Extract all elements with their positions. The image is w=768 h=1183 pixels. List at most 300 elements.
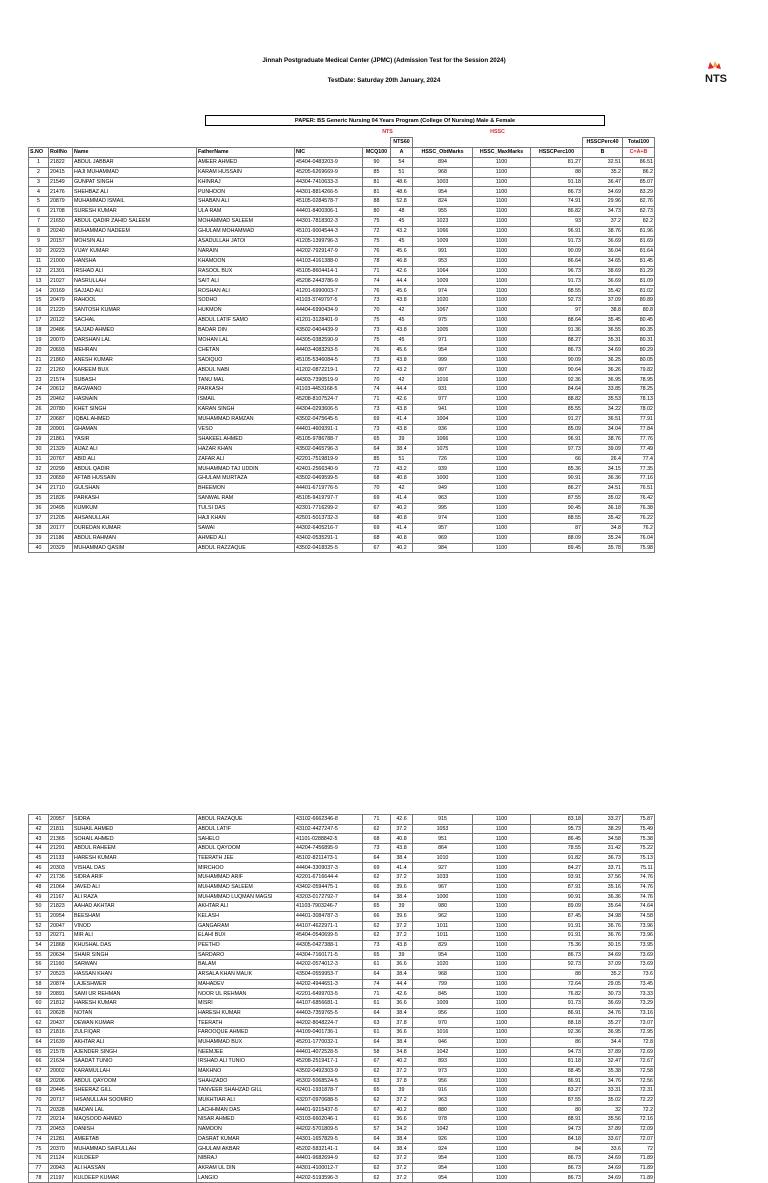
- table-row: [29, 999, 655, 1009]
- cell-rollno: 21027: [49, 276, 73, 286]
- cell-fathername: SHAHZADO: [197, 1076, 295, 1086]
- cell-fathername: ABDUL LATIF: [197, 824, 295, 834]
- cell-sno: 51: [29, 911, 49, 921]
- page-header: [0, 0, 768, 88]
- cell-perc100: 90.64: [531, 365, 583, 375]
- group-header-row: [29, 128, 655, 138]
- cell-total: 81.09: [623, 276, 655, 286]
- table-row: [29, 484, 655, 494]
- cell-nts60: 39: [391, 950, 413, 960]
- table-row: [29, 474, 655, 484]
- cell-perc40: 38.76: [583, 434, 623, 444]
- cell-sno: 3: [29, 177, 49, 187]
- cell-name: DANISH: [73, 1125, 197, 1135]
- cell-name: YASIR: [73, 434, 197, 444]
- cell-mcq: 71: [363, 989, 391, 999]
- cell-fathername: DASRAT KUMAR: [197, 1134, 295, 1144]
- cell-perc40: 34.58: [583, 834, 623, 844]
- cell-perc100: 90.09: [531, 246, 583, 256]
- cell-mcq: 64: [363, 853, 391, 863]
- cell-mcq: 62: [363, 1154, 391, 1164]
- cell-sno: 56: [29, 960, 49, 970]
- cell-name: MOHSIN ALI: [73, 236, 197, 246]
- cell-perc100: 91.91: [531, 931, 583, 941]
- cell-sno: 61: [29, 1008, 49, 1018]
- cell-nts60: 45.6: [391, 246, 413, 256]
- cell-rollno: 21549: [49, 177, 73, 187]
- cell-nts60: 40.8: [391, 474, 413, 484]
- cell-sno: 66: [29, 1057, 49, 1067]
- cell-max: 1100: [473, 873, 531, 883]
- cell-fathername: KHAMOON: [197, 256, 295, 266]
- cell-fathername: NOOR UL REHMAN: [197, 989, 295, 999]
- cell-name: SUBASH: [73, 375, 197, 385]
- cell-perc40: 37.56: [583, 873, 623, 883]
- cell-sno: 36: [29, 503, 49, 513]
- cell-fathername: MOHAMMAD SALEEM: [197, 217, 295, 227]
- cell-nic: 45202-5832141-1: [295, 1144, 363, 1154]
- cell-rollno: 20767: [49, 454, 73, 464]
- cell-total: 71.89: [623, 1173, 655, 1183]
- cell-perc40: 38.8: [583, 306, 623, 316]
- cell-max: 1100: [473, 1047, 531, 1057]
- cell-nts60: 51: [391, 167, 413, 177]
- cell-perc100: 84.18: [531, 1134, 583, 1144]
- cell-perc40: 38.76: [583, 227, 623, 237]
- cell-perc100: 86.73: [531, 950, 583, 960]
- cell-mcq: 64: [363, 892, 391, 902]
- cell-mcq: 66: [363, 911, 391, 921]
- cell-nic: 45105-9786788-7: [295, 434, 363, 444]
- table-row: [29, 355, 655, 365]
- table-row: [29, 325, 655, 335]
- cell-name: NASRULLAH: [73, 276, 197, 286]
- cell-sno: 18: [29, 325, 49, 335]
- cell-nts60: 34.2: [391, 1125, 413, 1135]
- cell-nts60: 45.6: [391, 286, 413, 296]
- cell-max: 1100: [473, 276, 531, 286]
- cell-nts60: 42.6: [391, 395, 413, 405]
- cell-obt: 984: [413, 543, 473, 553]
- cell-nts60: 36.6: [391, 999, 413, 1009]
- cell-nic: 41202-0872219-1: [295, 365, 363, 375]
- cell-rollno: 20523: [49, 970, 73, 980]
- cell-perc40: 31.42: [583, 844, 623, 854]
- cell-nic: 43502-0492303-9: [295, 1066, 363, 1076]
- col-perc40: HSSCPerc40: [583, 138, 623, 148]
- cell-nic: 45105-8604414-1: [295, 266, 363, 276]
- cell-nts60: 39.6: [391, 911, 413, 921]
- cell-perc40: 37.89: [583, 1125, 623, 1135]
- cell-nts60: 37.8: [391, 1018, 413, 1028]
- cell-total: 83.29: [623, 187, 655, 197]
- cell-rollno: 20169: [49, 286, 73, 296]
- cell-sno: 50: [29, 902, 49, 912]
- cell-fathername: ABDUL QAYOOM: [197, 844, 295, 854]
- cell-total: 78.95: [623, 375, 655, 385]
- cell-max: 1100: [473, 979, 531, 989]
- cell-max: 1100: [473, 1066, 531, 1076]
- cell-nts60: 54: [391, 157, 413, 167]
- cell-max: 1100: [473, 1018, 531, 1028]
- cell-fathername: ABDUL RAZAQUE: [197, 815, 295, 825]
- cell-obt: 956: [413, 1008, 473, 1018]
- cell-obt: 1066: [413, 434, 473, 444]
- cell-fathername: NEEMJEE: [197, 1047, 295, 1057]
- cell-rollno: 21823: [49, 902, 73, 912]
- cell-name: HASNAIN: [73, 395, 197, 405]
- cell-obt: 971: [413, 335, 473, 345]
- cell-total: 81.64: [623, 246, 655, 256]
- cell-perc100: 81.18: [531, 1057, 583, 1067]
- cell-sno: 15: [29, 296, 49, 306]
- cell-rollno: 20780: [49, 405, 73, 415]
- cell-nts60: 40.2: [391, 543, 413, 553]
- cell-sno: 2: [29, 167, 49, 177]
- cell-obt: 829: [413, 940, 473, 950]
- cell-perc40: 34.15: [583, 464, 623, 474]
- nts-logo-icon: [688, 60, 728, 88]
- cell-obt: 951: [413, 834, 473, 844]
- cell-perc100: 91.27: [531, 414, 583, 424]
- cell-name: BEESHAM: [73, 911, 197, 921]
- cell-max: 1100: [473, 365, 531, 375]
- cell-obt: 924: [413, 1144, 473, 1154]
- cell-total: 75.98: [623, 543, 655, 553]
- cell-perc100: 91.73: [531, 236, 583, 246]
- cell-rollno: 21476: [49, 187, 73, 197]
- cell-perc40: 34.69: [583, 1173, 623, 1183]
- cell-name: SHEERAZ GILL: [73, 1086, 197, 1096]
- cell-perc100: 97: [531, 306, 583, 316]
- cell-rollno: 21650: [49, 217, 73, 227]
- cell-sno: 25: [29, 395, 49, 405]
- cell-obt: 997: [413, 365, 473, 375]
- cell-perc40: 36.26: [583, 365, 623, 375]
- cell-total: 76.51: [623, 484, 655, 494]
- cell-nts60: 45: [391, 335, 413, 345]
- cell-nts60: 43.8: [391, 296, 413, 306]
- cell-fathername: MUKHTIAR ALI: [197, 1095, 295, 1105]
- cell-rollno: 20957: [49, 815, 73, 825]
- cell-mcq: 62: [363, 1095, 391, 1105]
- cell-max: 1100: [473, 454, 531, 464]
- cell-obt: 1075: [413, 444, 473, 454]
- cell-total: 82.76: [623, 197, 655, 207]
- cell-fathername: LANGIO: [197, 1173, 295, 1183]
- cell-rollno: 20693: [49, 345, 73, 355]
- cell-rollno: 21124: [49, 1154, 73, 1164]
- cell-nts60: 41.4: [391, 523, 413, 533]
- cell-fathername: MUHAMMAD LUQMAN MAGSI: [197, 892, 295, 902]
- cell-perc40: 36.36: [583, 474, 623, 484]
- cell-nts60: 48.6: [391, 177, 413, 187]
- cell-perc40: 32.47: [583, 1057, 623, 1067]
- cell-fathername: TEERATH: [197, 1018, 295, 1028]
- cell-name: JAVED ALI: [73, 882, 197, 892]
- cell-max: 1100: [473, 325, 531, 335]
- cell-perc40: 35.02: [583, 1095, 623, 1105]
- cell-rollno: 21708: [49, 207, 73, 217]
- cell-obt: 975: [413, 316, 473, 326]
- cell-rollno: 21822: [49, 157, 73, 167]
- cell-max: 1100: [473, 853, 531, 863]
- cell-sno: 41: [29, 815, 49, 825]
- cell-name: SARWAN: [73, 960, 197, 970]
- cell-nic: 44404-6990434-9: [295, 306, 363, 316]
- table-row: [29, 157, 655, 167]
- cell-perc40: 36.76: [583, 931, 623, 941]
- cell-fathername: MUHAMMAD TAJ UDDIN: [197, 464, 295, 474]
- cell-fathername: SAWAI: [197, 523, 295, 533]
- cell-obt: 1042: [413, 1047, 473, 1057]
- cell-nic: 43502-0465796-3: [295, 444, 363, 454]
- table-row: [29, 543, 655, 553]
- cell-rollno: 21811: [49, 824, 73, 834]
- col-fathername: FatherName: [197, 147, 295, 157]
- cell-total: 78.02: [623, 405, 655, 415]
- cell-rollno: 21291: [49, 844, 73, 854]
- cell-name: ANESH KUMAR: [73, 355, 197, 365]
- cell-nts60: 42: [391, 375, 413, 385]
- table-row: [29, 454, 655, 464]
- cell-nts60: 39: [391, 902, 413, 912]
- cell-obt: 845: [413, 989, 473, 999]
- cell-nic: 43402-0535291-1: [295, 533, 363, 543]
- cell-perc100: 86: [531, 1037, 583, 1047]
- cell-rollno: 20206: [49, 1076, 73, 1086]
- cell-perc100: 81.27: [531, 157, 583, 167]
- header-row-top: [29, 138, 655, 148]
- cell-name: ABDUL JABBAR: [73, 157, 197, 167]
- cell-obt: 1020: [413, 960, 473, 970]
- cell-perc100: 94.73: [531, 1047, 583, 1057]
- cell-nts60: 37.2: [391, 1066, 413, 1076]
- cell-rollno: 20453: [49, 1125, 73, 1135]
- table-row: [29, 197, 655, 207]
- cell-nts60: 38.4: [391, 853, 413, 863]
- cell-total: 76.04: [623, 533, 655, 543]
- cell-total: 72.2: [623, 1105, 655, 1115]
- table-row: [29, 1018, 655, 1028]
- cell-perc100: 86.91: [531, 1008, 583, 1018]
- cell-obt: 954: [413, 345, 473, 355]
- cell-sno: 72: [29, 1115, 49, 1125]
- nts-group-label: NTS: [382, 129, 393, 135]
- cell-nts60: 52.8: [391, 197, 413, 207]
- cell-obt: 974: [413, 513, 473, 523]
- cell-sno: 4: [29, 187, 49, 197]
- cell-nts60: 37.2: [391, 873, 413, 883]
- cell-fathername: MAKHNO: [197, 1066, 295, 1076]
- cell-max: 1100: [473, 266, 531, 276]
- cell-perc40: 38.69: [583, 266, 623, 276]
- cell-total: 73.95: [623, 940, 655, 950]
- cell-mcq: 61: [363, 960, 391, 970]
- cell-nic: 42201-6716644-4: [295, 873, 363, 883]
- cell-total: 82.73: [623, 207, 655, 217]
- cell-total: 72.56: [623, 1076, 655, 1086]
- cell-name: SIDRA: [73, 815, 197, 825]
- cell-nic: 44304-7410633-3: [295, 177, 363, 187]
- cell-mcq: 69: [363, 494, 391, 504]
- cell-obt: 1064: [413, 266, 473, 276]
- cell-mcq: 78: [363, 256, 391, 266]
- cell-name: GHAMAN: [73, 424, 197, 434]
- cell-perc40: 35.02: [583, 494, 623, 504]
- cell-perc100: 91.73: [531, 276, 583, 286]
- cell-mcq: 85: [363, 167, 391, 177]
- cell-mcq: 68: [363, 474, 391, 484]
- cell-perc40: 34.69: [583, 345, 623, 355]
- cell-nts60: 36.6: [391, 960, 413, 970]
- cell-obt: 954: [413, 1173, 473, 1183]
- cell-nic: 42501-5013732-3: [295, 513, 363, 523]
- cell-max: 1100: [473, 882, 531, 892]
- cell-mcq: 62: [363, 1173, 391, 1183]
- cell-name: ZULFIQAR: [73, 1028, 197, 1038]
- cell-max: 1100: [473, 1028, 531, 1038]
- cell-max: 1100: [473, 405, 531, 415]
- cell-sno: 21: [29, 355, 49, 365]
- cell-perc40: 33.71: [583, 863, 623, 873]
- cell-perc100: 86.73: [531, 187, 583, 197]
- cell-perc40: 36.51: [583, 414, 623, 424]
- logo-text: NTS: [705, 73, 727, 85]
- cell-sno: 16: [29, 306, 49, 316]
- cell-nic: 41205-1399796-3: [295, 236, 363, 246]
- cell-sno: 52: [29, 921, 49, 931]
- col-perc100: HSSCPerc100: [531, 147, 583, 157]
- cell-mcq: 73: [363, 325, 391, 335]
- cell-rollno: 20901: [49, 424, 73, 434]
- cell-total: 80.89: [623, 296, 655, 306]
- cell-max: 1100: [473, 414, 531, 424]
- cell-rollno: 21816: [49, 1028, 73, 1038]
- cell-total: 74.76: [623, 882, 655, 892]
- cell-name: IHSANULLAH SOOMRO: [73, 1095, 197, 1105]
- cell-nic: 42301-7716299-2: [295, 503, 363, 513]
- cell-total: 86.2: [623, 167, 655, 177]
- cell-rollno: 20223: [49, 246, 73, 256]
- cell-name: SAJJAD ALI: [73, 286, 197, 296]
- cell-rollno: 20240: [49, 227, 73, 237]
- cell-max: 1100: [473, 236, 531, 246]
- cell-sno: 74: [29, 1134, 49, 1144]
- cell-sno: 55: [29, 950, 49, 960]
- cell-perc40: 35.64: [583, 902, 623, 912]
- cell-total: 74.58: [623, 911, 655, 921]
- cell-nts60: 38.4: [391, 1134, 413, 1144]
- table-row: [29, 940, 655, 950]
- cell-mcq: 74: [363, 979, 391, 989]
- cell-name: KULDEEP KUMAR: [73, 1173, 197, 1183]
- cell-nts60: 37.2: [391, 824, 413, 834]
- cell-rollno: 20628: [49, 1008, 73, 1018]
- cell-perc40: 35.2: [583, 970, 623, 980]
- cell-fathername: GHULAM MURTAZA: [197, 474, 295, 484]
- table-row: [29, 395, 655, 405]
- table-row: [29, 911, 655, 921]
- col-nic: NIC: [295, 147, 363, 157]
- cell-name: SHEHBAZ ALI: [73, 187, 197, 197]
- cell-total: 72.69: [623, 1047, 655, 1057]
- table-row: [29, 815, 655, 825]
- cell-rollno: 21000: [49, 256, 73, 266]
- document-title: Jinnah Postgraduate Medical Center (JPMC) (Admission Test for the Session 2024): [262, 57, 506, 64]
- cell-name: MUHAMMAD QASIM: [73, 543, 197, 553]
- table-row: [29, 1086, 655, 1096]
- table-row: [29, 236, 655, 246]
- cell-rollno: 20462: [49, 395, 73, 405]
- cell-obt: 1010: [413, 853, 473, 863]
- cell-obt: 956: [413, 1076, 473, 1086]
- cell-total: 73.96: [623, 931, 655, 941]
- cell-obt: 936: [413, 424, 473, 434]
- cell-max: 1100: [473, 395, 531, 405]
- cell-nic: 44202-0574012-3: [295, 960, 363, 970]
- cell-total: 73.69: [623, 960, 655, 970]
- cell-nic: 43103-6602046-1: [295, 1115, 363, 1125]
- cell-nts60: 45: [391, 236, 413, 246]
- cell-fathername: KHINRAJ: [197, 177, 295, 187]
- cell-fathername: AMEER AHMED: [197, 157, 295, 167]
- cell-rollno: 21329: [49, 444, 73, 454]
- table-row: [29, 365, 655, 375]
- cell-perc100: 84.64: [531, 385, 583, 395]
- cell-perc100: 86.73: [531, 1163, 583, 1173]
- cell-mcq: 70: [363, 375, 391, 385]
- cell-max: 1100: [473, 950, 531, 960]
- cell-perc100: 92.73: [531, 296, 583, 306]
- cell-nts60: 37.2: [391, 1163, 413, 1173]
- cell-nic: 43402-0594475-1: [295, 882, 363, 892]
- cell-name: SIDRA ARIF: [73, 873, 197, 883]
- cell-rollno: 21220: [49, 306, 73, 316]
- cell-perc100: 90.91: [531, 892, 583, 902]
- table-row: [29, 523, 655, 533]
- cell-max: 1100: [473, 444, 531, 454]
- cell-max: 1100: [473, 494, 531, 504]
- cell-rollno: 21186: [49, 533, 73, 543]
- cell-rollno: 20299: [49, 464, 73, 474]
- cell-fathername: MISRI: [197, 999, 295, 1009]
- cell-mcq: 73: [363, 296, 391, 306]
- cell-perc40: 34.69: [583, 1163, 623, 1173]
- cell-total: 72.31: [623, 1086, 655, 1096]
- cell-perc100: 72.64: [531, 979, 583, 989]
- cell-sno: 39: [29, 533, 49, 543]
- cell-name: ABDUL QADIR ZAHID SALEEM: [73, 217, 197, 227]
- cell-fathername: RASOOL BUX: [197, 266, 295, 276]
- table-row: [29, 1057, 655, 1067]
- cell-obt: 931: [413, 385, 473, 395]
- cell-sno: 10: [29, 246, 49, 256]
- cell-total: 72.22: [623, 1095, 655, 1105]
- cell-perc40: 35.24: [583, 533, 623, 543]
- cell-nts60: 42: [391, 484, 413, 494]
- cell-total: 75.49: [623, 824, 655, 834]
- cell-perc100: 88.55: [531, 513, 583, 523]
- table-row: [29, 266, 655, 276]
- cell-fathername: SHAKEEL AHMED: [197, 434, 295, 444]
- cell-nts60: 38.4: [391, 970, 413, 980]
- cell-mcq: 67: [363, 543, 391, 553]
- cell-perc40: 35.42: [583, 286, 623, 296]
- table-row: [29, 1125, 655, 1135]
- cell-sno: 24: [29, 385, 49, 395]
- table-row: [29, 1144, 655, 1154]
